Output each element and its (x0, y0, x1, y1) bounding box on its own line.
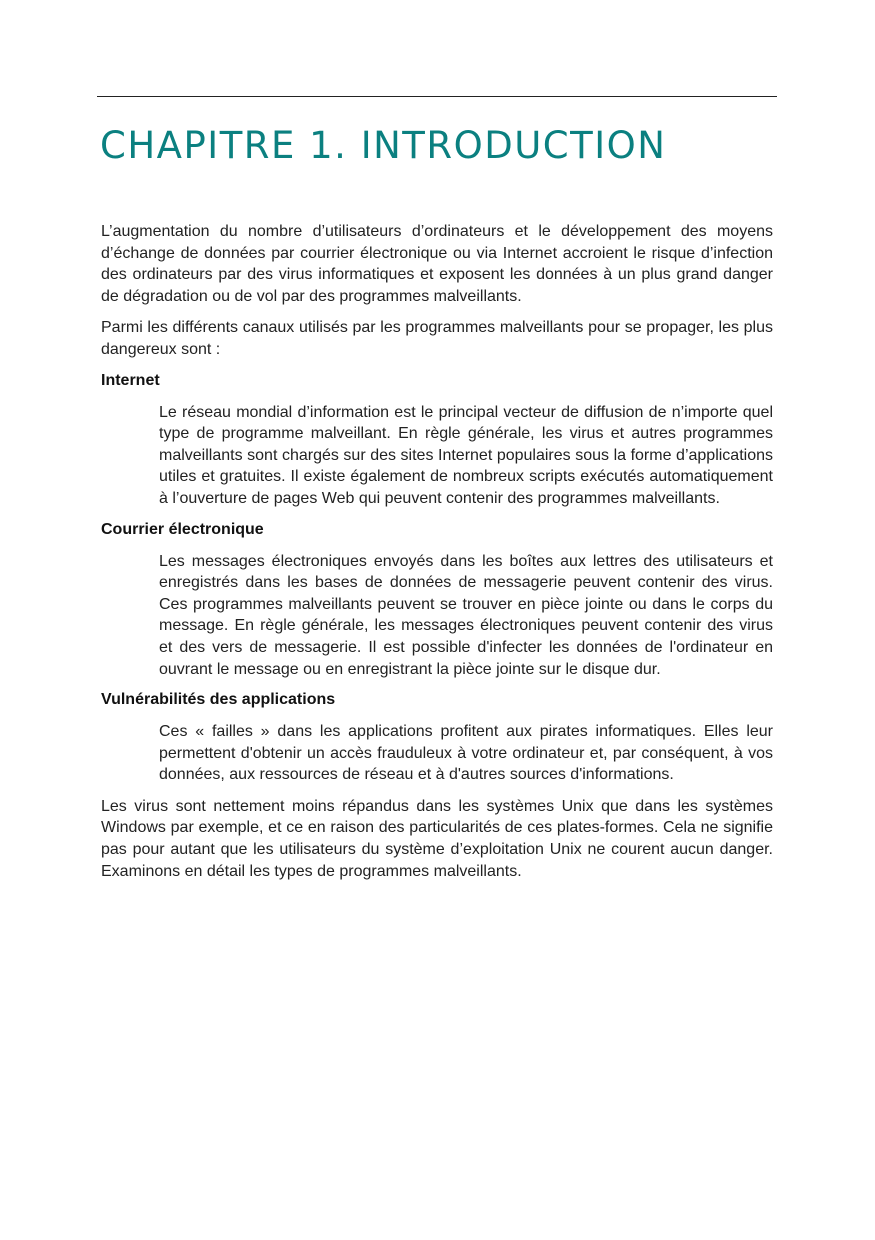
section-heading-vulnerabilities: Vulnérabilités des applications (101, 691, 336, 709)
chapter-content (101, 221, 773, 892)
section-body-vulnerabilities: Ces « failles » dans les applications profitent aux pirates informatiques. Elles leur permettent d'obtenir un accès frauduleux à votre ordinateur et, par conséquent, à vos données, aux ressources de réseau et à d'autres sources d'informations. (159, 723, 773, 784)
section-body-internet: Le réseau mondial d’information est le principal vecteur de diffusion de n’importe quel type de programme malveillant. En règle générale, les virus et autres programmes malveillants sont chargés sur des sites Internet populaires sous la forme d’applications utiles et gratuites. Il existe également de nombreux scripts exécutés automatiquement à l’ouverture de pages Web qui peuvent contenir des programmes malveillants. (159, 403, 773, 507)
closing-paragraph: Les virus sont nettement moins répandus dans les systèmes Unix que dans les systèmes Windows par exemple, et ce en raison des particularités de ces plates-formes. Cela ne signifie pas pour autant que les utilisateurs du système d’exploitation Unix ne courent aucun danger. Examinons en détail les types de programmes malveillants. (101, 797, 773, 880)
intro-paragraph-1: L’augmentation du nombre d’utilisateurs d’ordinateurs et le développement des moyens d’échange de données par courrier électronique ou via Internet accroient le risque d’infection des ordinateurs par des virus informatiques et exposent les données à un plus grand danger de dégradation ou de vol par des programmes malveillants. (101, 223, 773, 305)
chapter-title: CHAPITRE 1. INTRODUCTION (100, 124, 667, 167)
section-heading-internet: Internet (101, 371, 160, 389)
section-heading-email: Courrier électronique (101, 520, 264, 538)
section-body-email: Les messages électroniques envoyés dans les boîtes aux lettres des utilisateurs et enregistrés dans les bases de données de messagerie peuvent contenir des virus. Ces programmes malveillants peuvent se trouver en pièce jointe ou dans le corps du message. En règle générale, les messages électroniques peuvent contenir des virus et des vers de messagerie. Il est possible d'infecter les données de l'ordinateur en ouvrant le message ou en enregistrant la pièce jointe sur le disque dur. (159, 552, 773, 678)
header-rule (97, 96, 777, 97)
intro-paragraph-2: Parmi les différents canaux utilisés par les programmes malveillants pour se propager, les plus dangereux sont : (101, 319, 773, 358)
